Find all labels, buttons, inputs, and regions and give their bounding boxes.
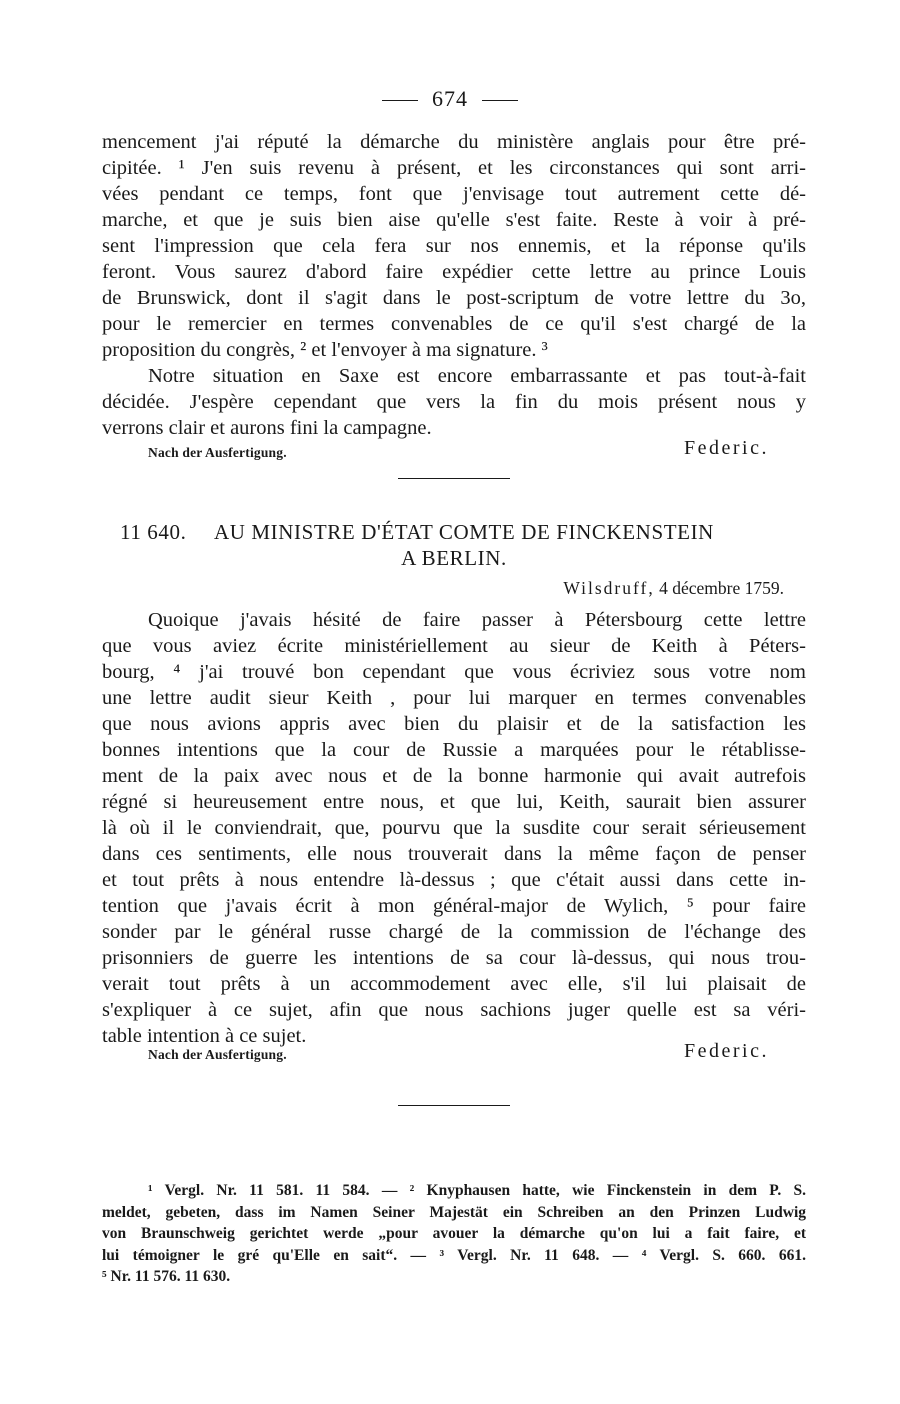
letter-number: 11 640. <box>120 520 187 544</box>
footnote-line: lui témoigner le gré qu'Elle en sait“. — ³ Vergl. Nr. 11 648. — ⁴ Vergl. S. 660. 661. <box>102 1246 806 1264</box>
letter-dateline <box>563 578 784 599</box>
text-line: régné si heureusement entre nous, et que lui, Keith, saurait bien assurer <box>102 791 806 813</box>
text-line: cipitée. ¹ J'en suis revenu à présent, et les circonstances qui sont arri- <box>102 157 806 179</box>
text-line: que nous avions appris avec bien du plaisir et de la satisfaction les <box>102 713 806 735</box>
letter-date: 4 décembre 1759. <box>659 578 784 598</box>
continuation-text <box>102 129 806 441</box>
text-line: mencement j'ai réputé la démarche du ministère anglais pour être pré- <box>102 131 806 153</box>
text-line: Quoique j'avais hésité de faire passer à Pétersbourg cette lettre <box>148 609 806 631</box>
page-number-text: 674 <box>432 86 468 111</box>
page-number <box>0 86 900 112</box>
text-line: table intention à ce sujet. <box>102 1025 307 1047</box>
text-line: bonnes intentions que la cour de Russie a marquées pour le rétablisse- <box>102 739 806 761</box>
text-line: tention que j'avais écrit à mon général-major de Wylich, ⁵ pour faire <box>102 895 806 917</box>
text-line: proposition du congrès, ² et l'envoyer à ma signature. ³ <box>102 339 548 361</box>
text-line: là où il le conviendrait, que, pourvu que la susdite cour serait sérieusement <box>102 817 806 839</box>
footnotes <box>102 1180 806 1288</box>
source-note: Nach der Ausfertigung. <box>148 1047 287 1062</box>
footnote-line: ¹ Vergl. Nr. 11 581. 11 584. — ² Knyphausen hatte, wie Finckenstein in dem P. S. <box>148 1182 806 1199</box>
source-note: Nach der Ausfertigung. <box>148 445 287 460</box>
page-number-dash-right <box>482 100 518 101</box>
footnote-line: ⁵ Nr. 11 576. 11 630. <box>102 1268 231 1285</box>
letter-title: AU MINISTRE D'ÉTAT COMTE DE FINCKENSTEIN <box>214 520 714 544</box>
signature: Federic. <box>684 437 769 459</box>
text-line: sonder par le général russe chargé de la commission de l'échange des <box>102 921 806 943</box>
text-line: prisonniers de guerre les intentions de sa cour là-dessus, qui nous trou- <box>102 947 806 969</box>
text-line: dans ces sentiments, elle nous trouverait dans la même façon de penser <box>102 843 806 865</box>
signature: Federic. <box>684 1040 769 1062</box>
text-line: pour le remercier en termes convenables de ce qu'il s'est chargé de la <box>102 313 806 335</box>
footnote-line: von Braunschweig gerichtet werde „pour avouer la démarche qu'on lui a fait faire, et <box>102 1225 806 1242</box>
text-line: ment de la paix avec nous et de la bonne harmonie qui avait autrefois <box>102 765 806 787</box>
letter-place: Wilsdruff, <box>563 578 655 598</box>
text-line: bourg, ⁴ j'ai trouvé bon cependant que vous écriviez sous votre nom <box>102 661 806 683</box>
letter-body <box>102 607 806 1049</box>
text-line: sent l'impression que cela fera sur nos ennemis, et la réponse qu'ils <box>102 235 806 257</box>
text-line: s'expliquer à ce sujet, afin que nous sachions juger quelle est sa véri- <box>102 999 806 1021</box>
text-line: verrons clair et aurons fini la campagne. <box>102 417 432 439</box>
text-line: de Brunswick, dont il s'agit dans le post-scriptum de votre lettre du 3o, <box>102 287 806 309</box>
text-line: Notre situation en Saxe est encore embarrassante et pas tout-à-fait <box>148 365 806 387</box>
text-line: marche, et que je suis bien aise qu'elle s'est faite. Reste à voir à pré- <box>102 209 806 231</box>
text-line: que vous aviez écrite ministériellement au sieur de Keith à Péters- <box>102 635 806 657</box>
text-line: vées pendant ce temps, font que j'envisage tout autrement cette dé- <box>102 183 806 205</box>
footnote-line: meldet, gebeten, dass im Namen Seiner Majestät ein Schreiben an den Prinzen Ludwig <box>102 1203 806 1221</box>
text-line: une lettre audit sieur Keith , pour lui marquer en termes convenables <box>102 687 806 709</box>
section-divider <box>398 478 510 479</box>
text-line: verait tout prêts à un accommodement avec elle, s'il lui plaisait de <box>102 973 806 995</box>
page-number-dash-left <box>382 100 418 101</box>
text-line: décidée. J'espère cependant que vers la fin du mois présent nous y <box>102 391 806 413</box>
text-line: et tout prêts à nous entendre là-dessus ; que c'était aussi dans cette in- <box>102 869 806 891</box>
letter-title-line2: A BERLIN. <box>401 546 507 570</box>
section-divider <box>398 1105 510 1106</box>
text-line: feront. Vous saurez d'abord faire expédier cette lettre au prince Louis <box>102 261 806 283</box>
